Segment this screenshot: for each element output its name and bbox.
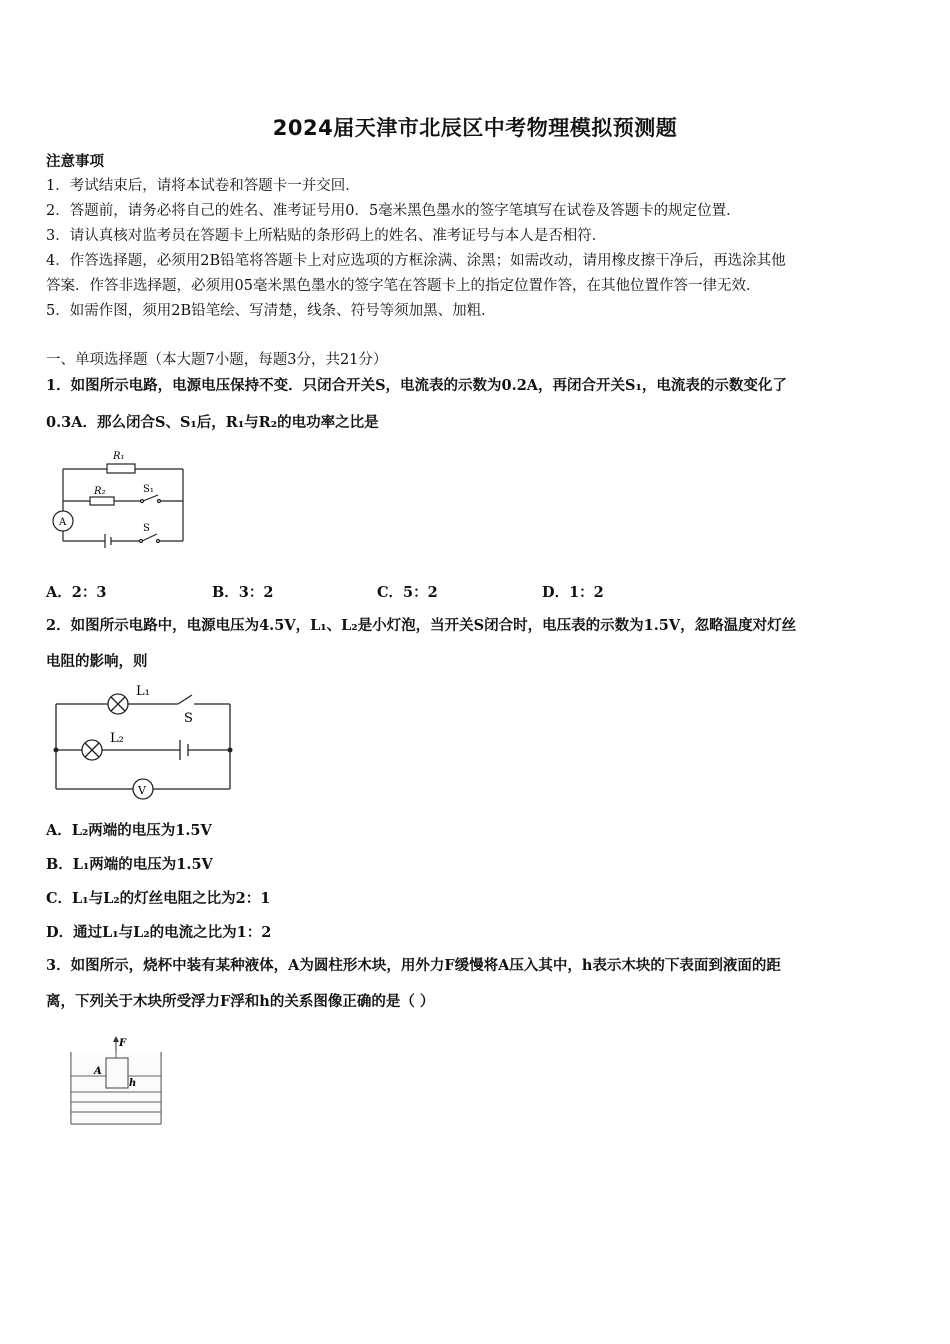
depth-label: h xyxy=(129,1078,137,1089)
question-2-text: 2．如图所示电路中，电源电压为4.5V，L₁、L₂是小灯泡，当开关S闭合时，电压表的示数为1.5V，忽略温度对灯丝 xyxy=(46,617,797,634)
question-3-text: 3．如图所示，烧杯中装有某种液体，A为圆柱形木块，用外力F缓慢将A压入其中，h表示木块的下表面到液面的距 xyxy=(46,957,781,974)
question-2-text-cont: 电阻的影响，则 xyxy=(46,653,148,670)
notice-item: 答案．作答非选择题，必须用05毫米黑色墨水的签字笔在答题卡上的指定位置作答，在其他位置作答一律无效． xyxy=(46,278,761,294)
notice-heading: 注意事项 xyxy=(46,153,104,170)
circuit-diagram-q2 xyxy=(50,680,240,802)
notice-item: 4．作答选择题，必须用2B铅笔将答题卡上对应选项的方框涂满、涂黑；如需改动，请用橡皮擦干净后，再选涂其他 xyxy=(46,253,786,269)
l1-label: L₁ xyxy=(136,684,150,699)
q2-option-d[interactable]: D．通过L₁与L₂的电流之比为1：2 xyxy=(46,924,272,941)
page-title: 2024届天津市北辰区中考物理模拟预测题 xyxy=(272,116,678,140)
q2-option-a[interactable]: A．L₂两端的电压为1.5V xyxy=(46,822,212,839)
question-1-text-cont: 0.3A．那么闭合S、S₁后，R₁与R₂的电功率之比是 xyxy=(46,414,379,431)
s1-label: S₁ xyxy=(143,484,154,495)
notice-item: 2．答题前，请务必将自己的姓名、准考证号用0．5毫米黑色墨水的签字笔填写在试卷及答题卡的规定位置． xyxy=(46,203,741,219)
s-label: S xyxy=(184,711,193,726)
section-heading: 一、单项选择题（本大题7小题，每题3分，共21分） xyxy=(46,352,388,368)
voltmeter-label: V xyxy=(138,784,146,797)
q1-option-a[interactable]: A．2：3 xyxy=(46,584,107,601)
q1-option-b[interactable]: B．3：2 xyxy=(212,584,274,601)
q1-option-c[interactable]: C．5：2 xyxy=(377,584,438,601)
block-label: A xyxy=(94,1066,102,1077)
notice-item: 5．如需作图，须用2B铅笔绘、写清楚，线条、符号等须加黑、加粗． xyxy=(46,303,496,319)
force-label: F xyxy=(119,1038,127,1049)
notice-item: 3．请认真核对监考员在答题卡上所粘贴的条形码上的姓名、准考证号与本人是否相符． xyxy=(46,228,607,244)
ammeter-label: A xyxy=(59,517,67,528)
q2-option-c[interactable]: C．L₁与L₂的灯丝电阻之比为2：1 xyxy=(46,890,271,907)
circuit-diagram-q1 xyxy=(45,445,190,553)
l2-label: L₂ xyxy=(110,731,124,746)
q1-option-d[interactable]: D．1：2 xyxy=(542,584,604,601)
q2-option-b[interactable]: B．L₁两端的电压为1.5V xyxy=(46,856,213,873)
r1-label: R₁ xyxy=(113,451,125,462)
r2-label: R₂ xyxy=(94,486,106,497)
question-1-text: 1．如图所示电路，电源电压保持不变．只闭合开关S，电流表的示数为0.2A，再闭合开关S₁，电流表的示数变化了 xyxy=(46,377,787,394)
notice-item: 1．考试结束后，请将本试卷和答题卡一并交回． xyxy=(46,178,360,194)
question-3-text-cont: 离，下列关于木块所受浮力F浮和h的关系图像正确的是（ ） xyxy=(46,993,435,1010)
s-label: S xyxy=(143,523,150,534)
beaker-diagram-q3 xyxy=(66,1032,166,1127)
